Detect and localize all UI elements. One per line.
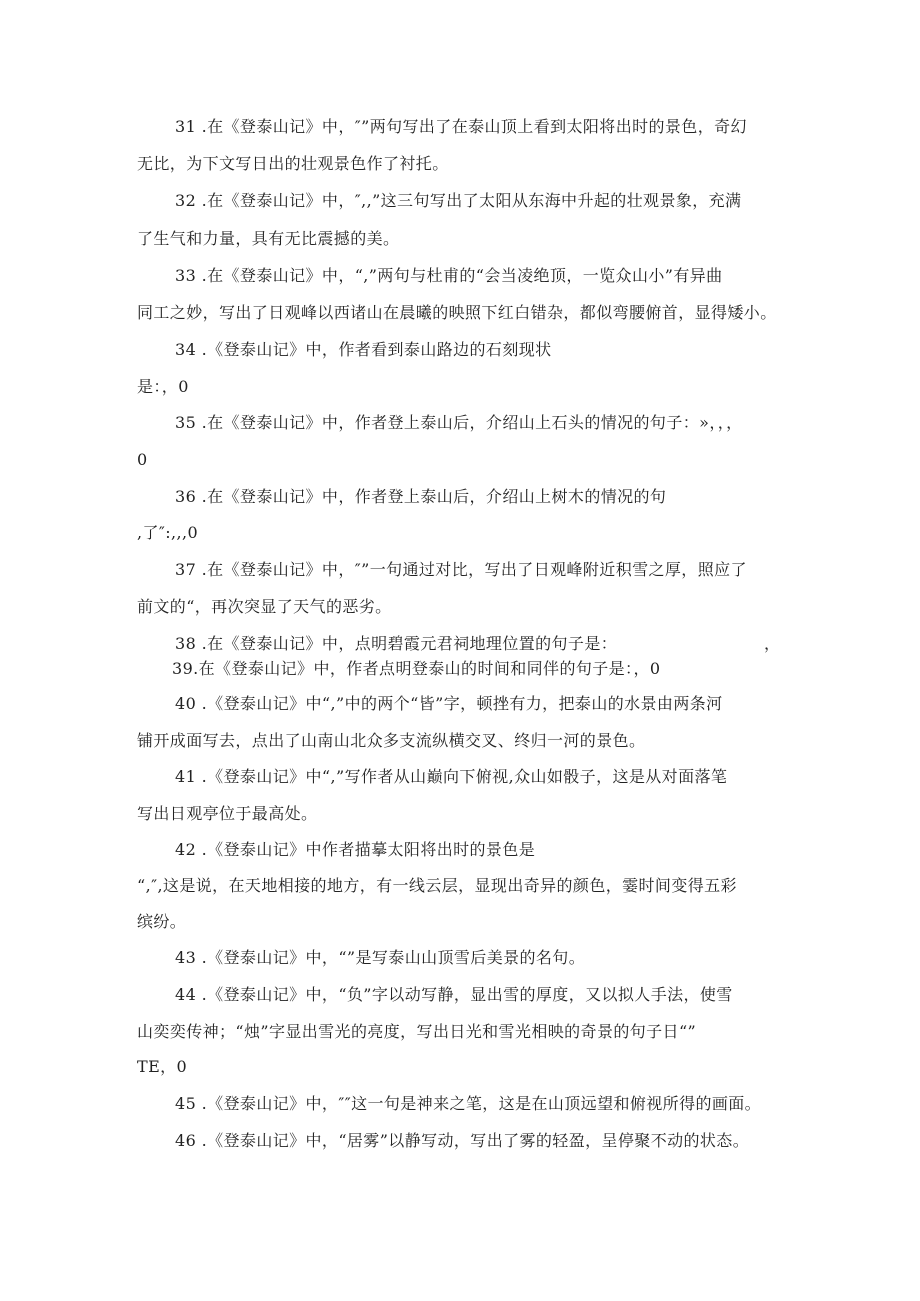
item-33-line-2: 同工之妙，写出了日观峰以西诸山在晨曦的映照下红白错杂，都似弯腰俯首，显得矮小。 — [137, 303, 777, 322]
item-41-line-1: 41 .《登泰山记》中“,”写作者从山巅向下俯视,众山如骰子，这是从对面落笔 — [175, 767, 728, 786]
item-40-line-1: 40 .《登泰山记》中“,”中的两个“皆”字，顿挫有力，把泰山的水景由两条河 — [175, 694, 723, 713]
item-38-blank-comma: ， — [764, 634, 781, 653]
item-42-line-2: “,″,这是说，在天地相接的地方，有一线云层，显现出奇异的颜色，霎时间变得五彩 — [137, 876, 737, 895]
item-33-line-1: 33 .在《登泰山记》中，“,”两句与杜甫的“会当凌绝顶，一览众山小”有异曲 — [175, 266, 723, 285]
item-37-line-2: 前文的“，再次突显了天气的恶劣。 — [137, 597, 392, 616]
item-46-line: 46 .《登泰山记》中，“居雾”以静写动，写出了雾的轻盈，呈停聚不动的状态。 — [175, 1131, 750, 1150]
item-44-line-1: 44 .《登泰山记》中，“负”字以动写静，显出雪的厚度，又以拟人手法，使雪 — [175, 985, 733, 1004]
item-32-line-1: 32 .在《登泰山记》中，″,,”这三句写出了太阳从东海中升起的壮观景象，充满 — [175, 191, 742, 210]
item-42-line-1: 42 .《登泰山记》中作者描摹太阳将出时的景色是 — [175, 840, 536, 859]
item-44-line-2: 山奕奕传神；“烛”字显出雪光的亮度，写出日光和雪光相映的奇景的句子日“” — [137, 1022, 697, 1041]
item-43-line: 43 .《登泰山记》中，“”是写泰山山顶雪后美景的名句。 — [175, 948, 586, 967]
item-44-line-3: TE，0 — [137, 1057, 188, 1076]
item-34-line-1: 34 .《登泰山记》中，作者看到泰山路边的石刻现状 — [175, 340, 552, 359]
item-31-line-1: 31 .在《登泰山记》中，″”两句写出了在泰山顶上看到太阳将出时的景色，奇幻 — [175, 117, 747, 136]
item-37-line-1: 37 .在《登泰山记》中，″”一句通过对比，写出了日观峰附近积雪之厚，照应了 — [175, 560, 747, 579]
item-40-line-2: 铺开成面写去，点出了山南山北众多支流纵横交叉、终归一河的景色。 — [137, 731, 646, 750]
item-41-line-2: 写出日观亭位于最高处。 — [137, 804, 318, 823]
item-45-line: 45 .《登泰山记》中，″″这一句是神来之笔，这是在山顶远望和俯视所得的画面。 — [175, 1094, 762, 1113]
item-35-line-1: 35 .在《登泰山记》中，作者登上泰山后，介绍山上石头的情况的句子：»，，， — [175, 413, 743, 432]
item-38-line-1: 38 .在《登泰山记》中，点明碧霞元君祠地理位置的句子是： — [175, 634, 618, 653]
item-42-line-3: 缤纷。 — [137, 912, 187, 931]
item-32-line-2: 了生气和力量，具有无比震撼的美。 — [137, 229, 400, 248]
item-36-line-2: ,了″:,,,0 — [137, 523, 199, 542]
item-34-line-2: 是：，0 — [137, 377, 189, 396]
item-31-line-2: 无比，为下文写日出的壮观景色作了衬托。 — [137, 154, 449, 173]
item-39-line: 39.在《登泰山记》中，作者点明登泰山的时间和同伴的句子是：，0 — [172, 659, 661, 678]
item-35-line-2: 0 — [137, 450, 148, 469]
item-36-line-1: 36 .在《登泰山记》中，作者登上泰山后，介绍山上树木的情况的句 — [175, 487, 667, 506]
